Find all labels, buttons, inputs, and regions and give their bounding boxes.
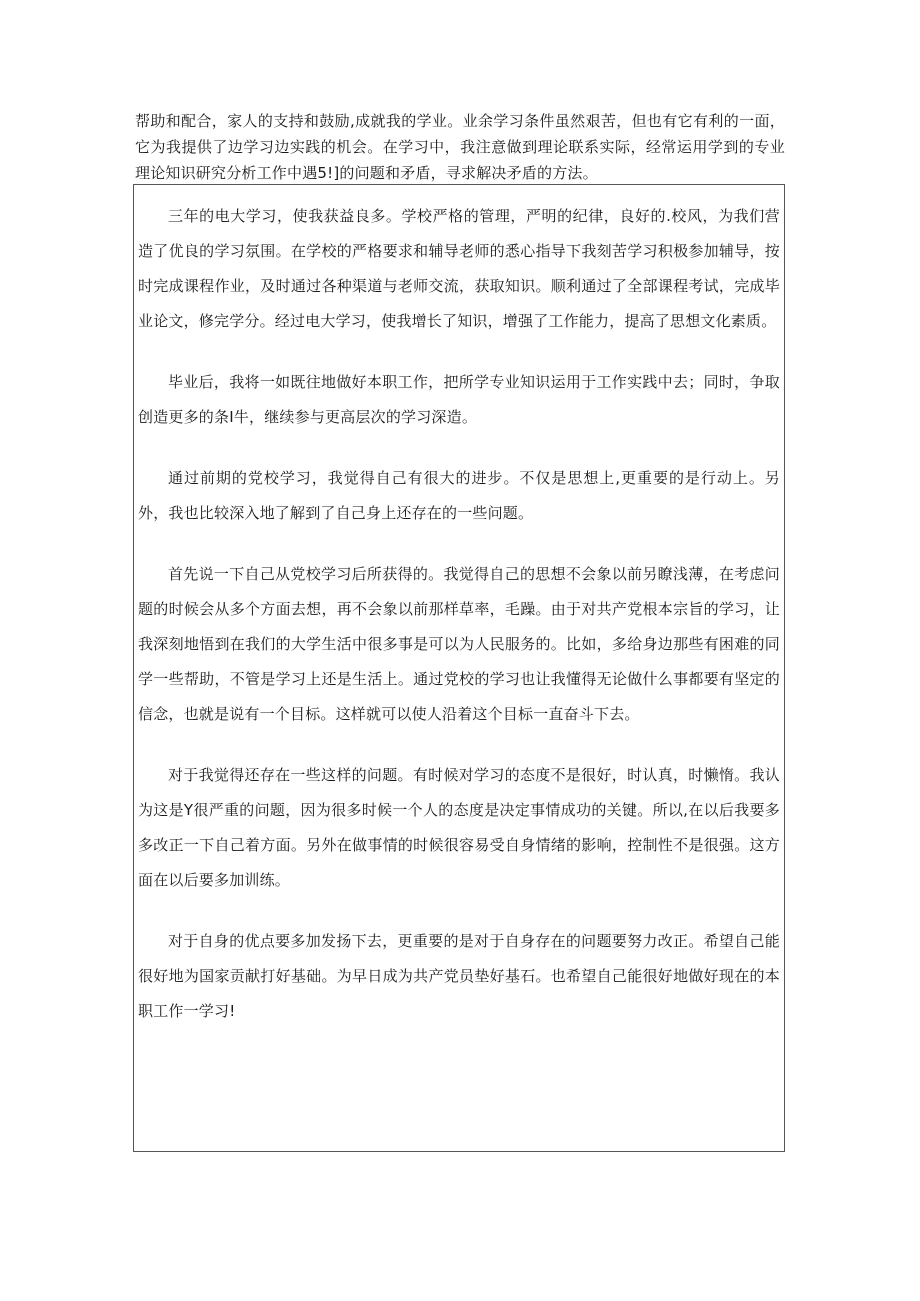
top-paragraph: 帮助和配合，家人的支持和鼓励,成就我的学业。业余学习条件虽然艰苦，但也有它有利的一面，它为我提供了边学习边实践的机会。在学习中，我注意做到理论联系实际，经常运用学到的专业理论知识研究分析工作中遇5!]的问题和矛盾，寻求解决矛盾的方法。	[135, 112, 785, 182]
paragraph-3: 通过前期的党校学习，我觉得自己有很大的进步。不仅是思想上,更重要的是行动上。另外，我也比较深入地了解到了自己身上还存在的一些问题。	[138, 469, 780, 522]
bordered-text-box	[133, 184, 785, 1152]
paragraph-2: 毕业后，我将一如既往地做好本职工作，把所学专业知识运用于工作实践中去；同时，争取创造更多的条I牛，继续参与更高层次的学习深造。	[138, 373, 780, 426]
paragraph-5: 对于我觉得还存在一些这样的问题。有时候对学习的态度不是很好，时认真，时懒惰。我认为这是Y很严重的问题，因为很多时候一个人的态度是决定事情成功的关键。所以,在以后我要多多改正一下自己着方面。另外在做事情的时候很容易受自身情绪的影响，控制性不是很强。这方面在以后要多加训练。	[138, 766, 780, 889]
paragraph-1: 三年的电大学习，使我获益良多。学校严格的管理，严明的纪律，良好的.校风，为我们营造了优良的学习氛围。在学校的严格要求和辅导老师的悉心指导下我刻苦学习积极参加辅导，按时完成课程作业，及时通过各种渠道与老师交流，获取知识。顺利通过了全部课程考试，完成毕业论文，修完学分。经过电大学习，使我增长了知识，增强了工作能力，提高了思想文化素质。	[138, 207, 780, 330]
paragraph-4: 首先说一下自己从党校学习后所获得的。我觉得自己的思想不会象以前另瞭浅薄，在考虑问题的时候会从多个方面去想，再不会象以前那样草率，毛躁。由于对共产党根本宗旨的学习，让我深刻地悟到在我们的大学生活中很多事是可以为人民服务的。比如，多给身边那些有困难的同学一些帮助，不管是学习上还是生活上。通过党校的学习也让我懂得无论做什么事都要有坚定的信念，也就是说有一个目标。这样就可以使人沿着这个目标一直奋斗下去。	[138, 565, 780, 723]
paragraph-6: 对于自身的优点要多加发扬下去，更重要的是对于自身存在的问题要努力改正。希望自己能很好地为国家贡献打好基础。为早日成为共产党员垫好基石。也希望自己能很好地做好现在的本职工作一学习!	[138, 932, 780, 1020]
